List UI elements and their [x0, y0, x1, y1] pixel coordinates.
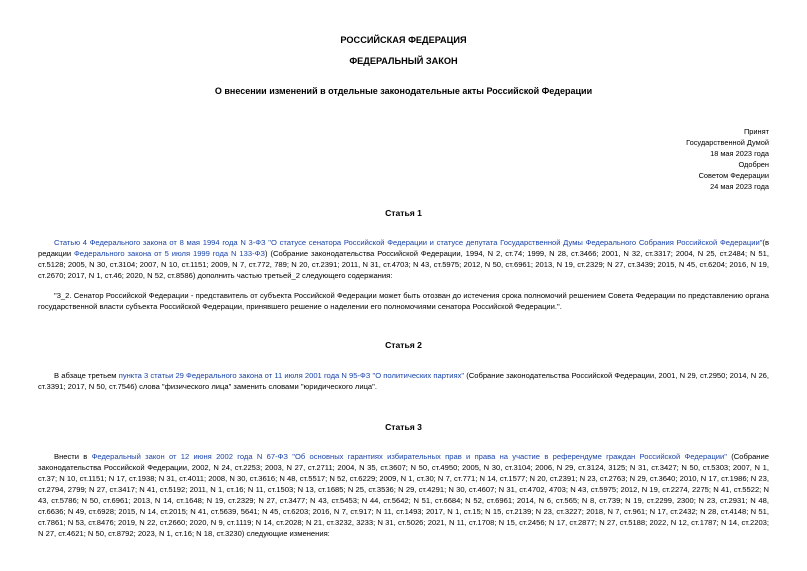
article-3-heading: Статья 3 [385, 422, 422, 432]
article-1-text: ) (Собрание законодательства Российской Федерации, 1994, N 2, ст.74; 1999, N 28, ст.3466; 2001, N 32, ст.3317; 2004, N 25, ст.2484; N 51, ст.5128; 2005, N 30, ст.3104; 2007, N 10, ст.1151; 2009, N 7, ст.772, 789; N 20, ст.2391; 2011, N 31, ст.4703; N 43, ст.5975; 2012, N 50, ст.6961; 2013, N 19, ст.2329; N 27, ст.3439; 2015, N 45, ст.6204; 2016, N 19, ст.2670; 2017, N 1, ст.46; 2020, N 52, ст.8586) дополнить частью третьей_2 следующего содержания: [38, 249, 769, 280]
article-1-quote [38, 290, 769, 312]
adoption-line: Советом Федерации [698, 171, 769, 180]
article-3-text: (Собрание законодательства Российской Федерации, 2002, N 24, ст.2253; 2003, N 27, ст.2711; 2004, N 35, ст.3607; N 50, ст.4950; 2005, N 30, ст.3104; 2006, N 29, ст.3124, 3125; N 31, ст.3427; N 50, ст.5303; 2007, N 1, ст.37; N 10, ст.1151; N 17, ст.1938; N 31, ст.4011; 2008, N 30, ст.3616; N 48, ст.5517; N 52, ст.6229; 2009, N 1, ст.30; N 7, ст.771; N 14, ст.1577; N 20, ст.2391; N 23, ст.2763; N 29, ст.3640; 2010, N 17, ст.1986; N 23, ст.2794, 2799; N 27, ст.3417; N 41, ст.5192; 2011, N 1, ст.16; N 11, ст.1503; N 13, ст.1685; N 25, ст.3536; N 29, ст.4291; N 30, ст.4607; N 31, ст.4702, 4703; N 43, ст.5975; 2012, N 19, ст.2274, 2275; N 41, ст.5522; N 43, ст.5786; N 50, ст.6961; 2013, N 14, ст.1648; N 19, ст.2329; N 27, ст.3477; N 43, ст.5453; N 44, ст.5642; N 51, ст.6684; N 52, ст.6961; 2014, N 6, ст.565; N 8, ст.739; N 19, ст.2299, 2300; N 23, ст.2931; N 48, ст.6636; N 49, ст.6928; 2015, N 14, ст.2015; N 41, ст.5639, 5641; N 45, ст.6203; 2016, N 7, ст.917; N 11, ст.1493; 2017, N 1, ст.15; N 15, ст.2139; N 23, ст.3227; 2018, N 7, ст.961; N 17, ст.2432; N 28, ст.4148; N 51, ст.7861; N 53, ст.8476; 2019, N 22, ст.2660; 2020, N 9, ст.1119; N 14, ст.2028; N 21, ст.3232, 3233; N 31, ст.5026; 2021, N 11, ст.1708; N 15, ст.2456; N 17, ст.2877; N 27, ст.5188; 2022, N 12, ст.1787; N 14, ст.2203; N 27, ст.4621; N 50, ст.8792; 2023, N 1, ст.16; N 18, ст.3230) следующие изменения: [38, 452, 769, 538]
article-1-paragraph [38, 237, 769, 281]
article-2-paragraph [38, 370, 769, 392]
law-link-133fz[interactable]: Федерального закона от 5 июля 1999 года N 133-ФЗ [74, 249, 265, 258]
adoption-line: 18 мая 2023 года [710, 149, 769, 158]
article-1-heading: Статья 1 [385, 208, 422, 218]
article-1-quote-text: "3_2. Сенатор Российской Федерации - представитель от субъекта Российской Федерации может быть отозван до истечения срока полномочий решением Совета Федерации по представлению органа государственной власти субъекта Российской Федерации, принявшего решение о наделении его полномочиями сенатора Российской Федерации.". [38, 291, 769, 311]
document-title: О внесении изменений в отдельные законодательные акты Российской Федерации [214, 86, 593, 96]
adoption-line: Государственной Думой [686, 138, 769, 147]
article-2-text: (Собрание законодательства Российской Федерации, 2001, N 29, ст.2950; 2014, N 26, ст.3391; 2017, N 50, ст.7546) слова "физического лица" заменить словами "юридического лица". [38, 371, 770, 391]
adoption-line: Принят [743, 127, 769, 136]
article-2-text: В абзаце третьем [54, 371, 119, 380]
law-link-3fz[interactable]: Статью 4 Федерального закона от 8 мая 1994 года N 3-ФЗ "О статусе сенатора Российской Федерации и статусе депутата Государственной Думы Федерального Собрания Российской Федерации" [54, 238, 763, 247]
article-3-text: Внести в [54, 452, 92, 461]
header-country: РОССИЙСКАЯ ФЕДЕРАЦИЯ [340, 35, 467, 45]
law-link-95fz[interactable]: пункта 3 статьи 29 Федерального закона от 11 июля 2001 года N 95-ФЗ "О политических партиях" [118, 371, 465, 380]
article-1-text: (в редакции [38, 238, 769, 258]
article-2-heading: Статья 2 [385, 340, 422, 350]
law-link-67fz[interactable]: Федеральный закон от 12 июня 2002 года N 67-ФЗ "Об основных гарантиях избирательных прав и права на участие в референдуме граждан Российской Федерации" [91, 452, 727, 461]
article-3-paragraph [38, 451, 769, 539]
adoption-block [686, 126, 769, 192]
header-doc-type: ФЕДЕРАЛЬНЫЙ ЗАКОН [349, 56, 458, 66]
adoption-line: Одобрен [738, 160, 769, 169]
adoption-line: 24 мая 2023 года [710, 182, 769, 191]
